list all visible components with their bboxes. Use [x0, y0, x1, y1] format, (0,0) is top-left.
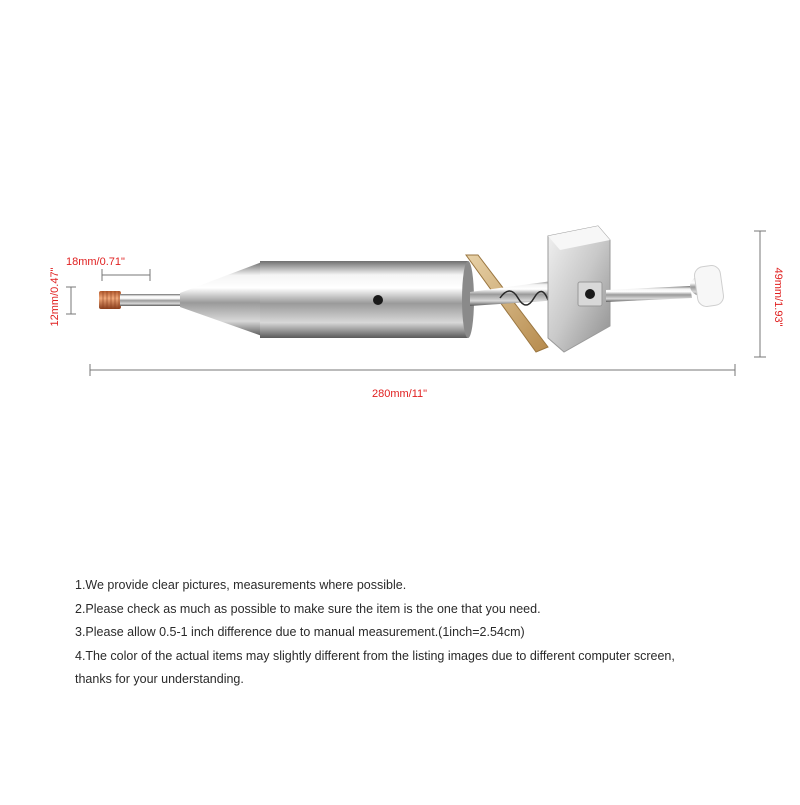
- note-line: thanks for your understanding.: [75, 672, 244, 686]
- total-length-label: 280mm/11": [372, 388, 428, 400]
- tip-length-label: 18mm/0.71": [66, 256, 125, 268]
- tip-diameter-label: 12mm/0.47": [49, 267, 61, 327]
- main-body: [260, 261, 474, 338]
- note-line: 1.We provide clear pictures, measurements where possible.: [75, 578, 407, 592]
- notes-section: [75, 574, 775, 692]
- note-line: 2.Please check as much as possible to make sure the item is the one that you need.: [75, 601, 541, 616]
- note-line: 3.Please allow 0.5-1 inch difference due to manual measurement.(1inch=2.54cm): [75, 625, 525, 639]
- threaded-tip: [99, 291, 121, 309]
- taper-cone: [180, 262, 262, 336]
- head-block: [548, 226, 610, 352]
- head-height-label: 49mm/1.93": [772, 267, 784, 327]
- thin-rod: [120, 294, 182, 306]
- shift-stem: [606, 264, 725, 307]
- note-line: 4.The color of the actual items may slightly different from the listing images due to different computer screen,: [75, 648, 675, 663]
